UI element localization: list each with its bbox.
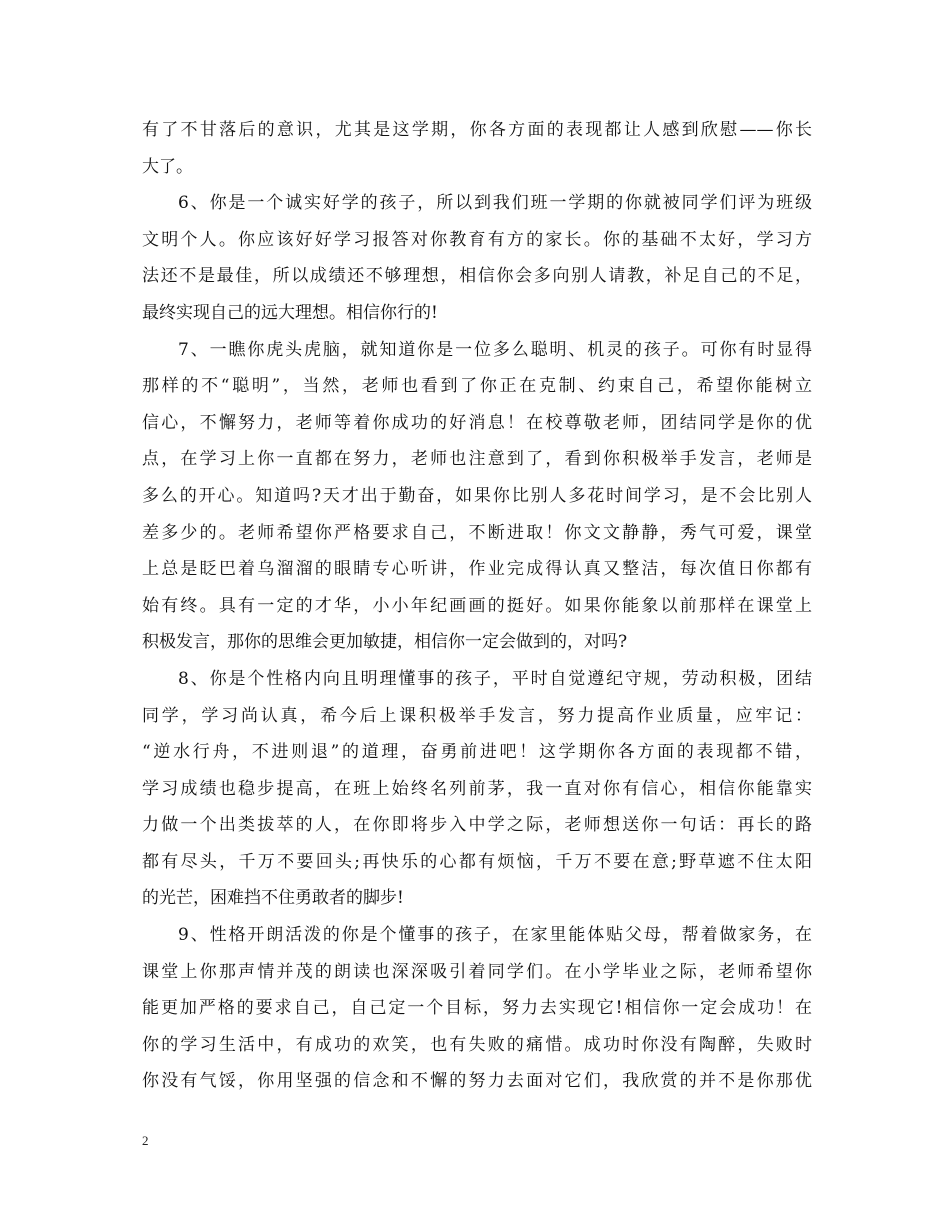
text-line: 最终实现自己的远大理想。相信你行的! [142,302,438,323]
page-number: 2 [142,1133,149,1148]
text-line: 点，在学习上你一直都在努力，老师也注意到了，看到你积极举手发言，老师是 [142,449,812,470]
paragraph-6-first-line: 6、你是一个诚实好学的孩子，所以到我们班一学期的你就被同学们评为班级 [178,193,812,214]
text-line: 同学，学习尚认真，希今后上课积极举手发言，努力提高作业质量，应牢记： [142,705,812,726]
text-line: “逆水行舟，不进则退”的道理，奋勇前进吧！这学期你各方面的表现都不错， [142,742,812,763]
text-line: 上总是眨巴着乌溜溜的眼睛专心听讲，作业完成得认真又整洁，每次值日你都有 [142,559,812,580]
paragraph-9-first-line: 9、性格开朗活泼的你是个懂事的孩子，在家里能体贴父母，帮着做家务，在 [178,925,812,946]
document-body [142,112,812,1100]
text-line: 力做一个出类拔萃的人，在你即将步入中学之际，老师想送你一句话：再长的路 [142,815,812,836]
text-line: 信心，不懈努力，老师等着你成功的好消息！在校尊敬老师，团结同学是你的优 [142,412,812,433]
text-line: 始有终。具有一定的才华，小小年纪画画的挺好。如果你能象以前那样在课堂上 [142,595,812,616]
text-line: 你没有气馁，你用坚强的信念和不懈的努力去面对它们，我欣赏的并不是你那优 [142,1071,812,1092]
text-line: 那样的不“聪明”，当然，老师也看到了你正在克制、约束自己，希望你能树立 [142,376,812,397]
paragraph-7-first-line: 7、一瞧你虎头虎脑，就知道你是一位多么聪明、机灵的孩子。可你有时显得 [178,339,812,360]
text-line: 的光芒，困难挡不住勇敢者的脚步! [142,888,404,909]
paragraph-8-first-line: 8、你是个性格内向且明理懂事的孩子，平时自觉遵纪守规，劳动积极，团结 [178,668,812,689]
text-line: 都有尽头，千万不要回头;再快乐的心都有烦恼，千万不要在意;野草遮不住太阳 [142,851,812,872]
text-line: 多么的开心。知道吗?天才出于勤奋，如果你比别人多花时间学习，是不会比别人 [142,485,812,506]
text-line: 积极发言，那你的思维会更加敏捷，相信你一定会做到的，对吗? [142,632,628,653]
text-line: 课堂上你那声情并茂的朗读也深深吸引着同学们。在小学毕业之际，老师希望你 [142,961,812,982]
text-line: 有了不甘落后的意识，尤其是这学期，你各方面的表现都让人感到欣慰——你长 [142,120,812,140]
text-line: 大了。 [142,156,193,177]
text-line: 学习成绩也稳步提高，在班上始终名列前茅，我一直对你有信心，相信你能靠实 [142,778,812,799]
text-line: 能更加严格的要求自己，自己定一个目标，努力去实现它!相信你一定会成功！在 [142,998,812,1019]
text-line: 差多少的。老师希望你严格要求自己，不断进取！你文文静静，秀气可爱，课堂 [142,522,812,543]
text-line: 文明个人。你应该好好学习报答对你教育有方的家长。你的基础不太好，学习方 [142,229,812,250]
text-line: 法还不是最佳，所以成绩还不够理想，相信你会多向别人请教，补足自己的不足， [142,266,812,287]
text-line: 你的学习生活中，有成功的欢笑，也有失败的痛惜。成功时你没有陶醉，失败时 [142,1034,812,1055]
